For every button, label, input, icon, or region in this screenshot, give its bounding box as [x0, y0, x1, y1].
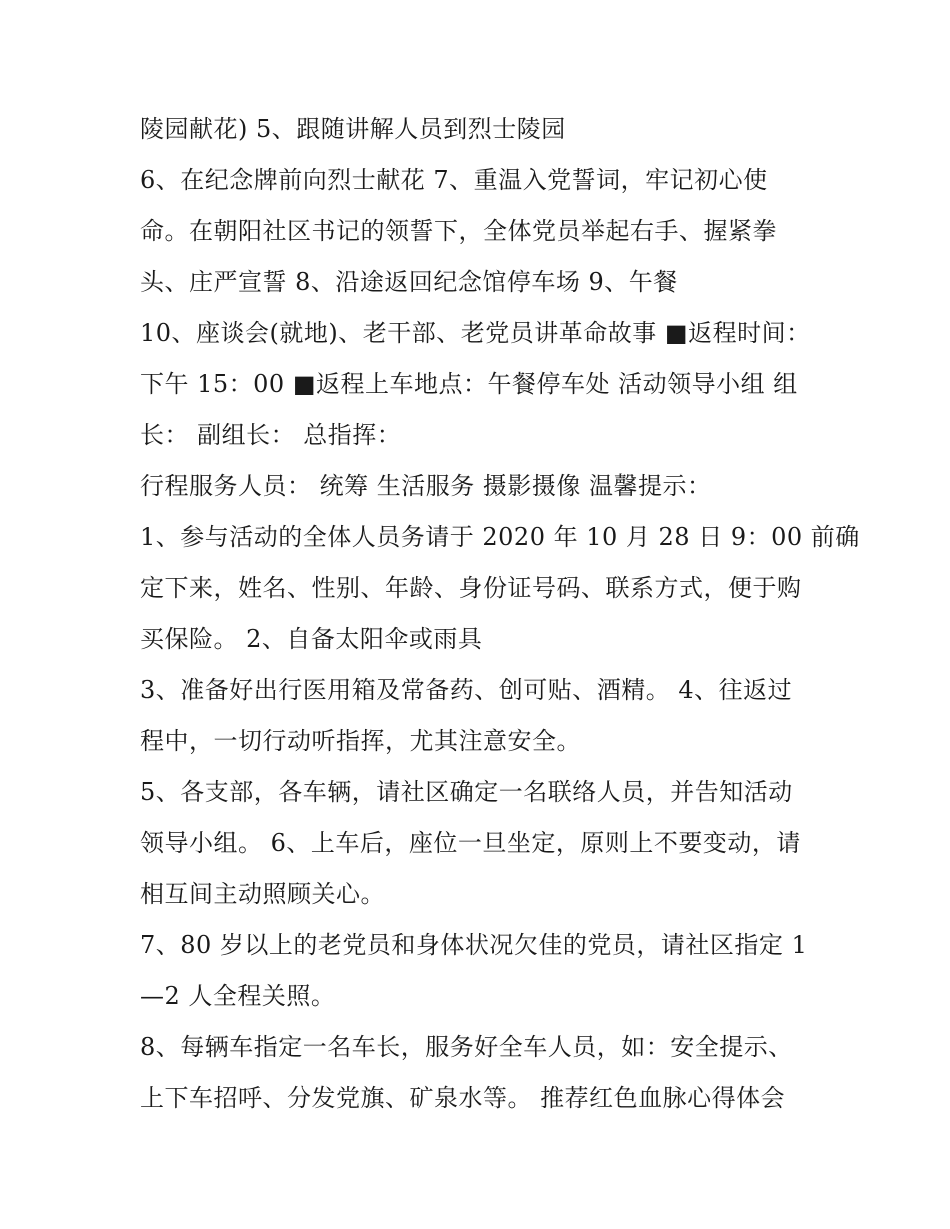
- text-line: 陵园献花) 5、跟随讲解人员到烈士陵园: [140, 115, 566, 143]
- text-line: 5、各支部，各车辆，请社区确定一名联络人员，并告知活动: [140, 778, 793, 806]
- text-line: 头、庄严宣誓 8、沿途返回纪念馆停车场 9、午餐: [140, 268, 678, 296]
- text-line: 下午 15：00 ■返程上车地点：午餐停车处 活动领导小组 组: [140, 370, 798, 398]
- text-line: 相互间主动照顾关心。: [140, 880, 385, 908]
- text-line: —2 人全程关照。: [140, 982, 336, 1010]
- text-line: 7、80 岁以上的老党员和身体状况欠佳的党员，请社区指定 1: [140, 931, 808, 959]
- text-line: 买保险。 2、自备太阳伞或雨具: [140, 625, 483, 653]
- text-line: 1、参与活动的全体人员务请于 2020 年 10 月 28 日 9：00 前确: [140, 523, 860, 551]
- text-line: 8、每辆车指定一名车长，服务好全车人员，如：安全提示、: [140, 1033, 793, 1061]
- text-line: 长： 副组长： 总指挥：: [140, 421, 402, 449]
- text-line: 10、座谈会(就地)、老干部、老党员讲革命故事 ■返程时间：: [140, 319, 811, 347]
- document-body: [140, 108, 860, 1128]
- text-line: 行程服务人员： 统筹 生活服务 摄影摄像 温馨提示：: [140, 472, 712, 500]
- text-line: 上下车招呼、分发党旗、矿泉水等。 推荐红色血脉心得体会: [140, 1084, 786, 1112]
- text-line: 程中，一切行动听指挥，尤其注意安全。: [140, 727, 581, 755]
- text-line: 命。在朝阳社区书记的领誓下，全体党员举起右手、握紧拳: [140, 217, 777, 245]
- text-line: 领导小组。 6、上车后，座位一旦坐定，原则上不要变动，请: [140, 829, 801, 857]
- text-line: 6、在纪念牌前向烈士献花 7、重温入党誓词，牢记初心使: [140, 166, 768, 194]
- text-line: 定下来，姓名、性别、年龄、身份证号码、联系方式，便于购: [140, 574, 802, 602]
- text-line: 3、准备好出行医用箱及常备药、创可贴、酒精。 4、往返过: [140, 676, 793, 704]
